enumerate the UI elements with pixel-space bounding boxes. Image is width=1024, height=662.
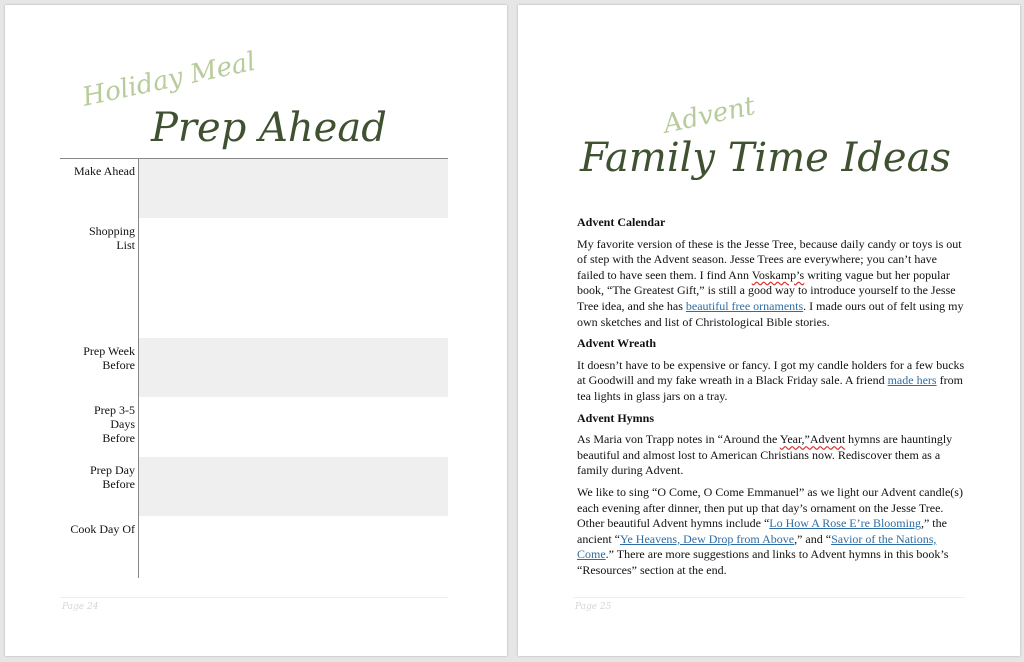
- table-row: [60, 457, 448, 516]
- table-top-rule: [60, 158, 448, 159]
- page-number: Page 24: [62, 602, 99, 612]
- row-cell[interactable]: [139, 218, 448, 338]
- row-label: Prep 3-5 Days Before: [94, 403, 135, 445]
- row-label: Shopping List: [88, 224, 135, 252]
- section-heading: Advent Calendar: [577, 215, 666, 229]
- paragraph: As Maria von Trapp notes in “Around the Year,”Advent hymns are hauntingly beautiful and almost lost to American Christians now. Rediscover them as a family during Advent.: [577, 432, 953, 478]
- row-label: Prep Week Before: [83, 344, 135, 372]
- page-number: Page 25: [575, 602, 612, 612]
- left-page: [5, 5, 507, 656]
- table-row: [60, 397, 448, 457]
- paragraph: It doesn’t have to be expensive or fancy. I got my candle holders for a few bucks at Goodwill and my fake wreath in a Black Friday sale. A friend made hers from tea lights in glass jars on a tray.: [577, 357, 965, 403]
- paragraph: My favorite version of these is the Jesse Tree, because daily candy or toys is out of step with the Advent season. Jesse Trees are everywhere; you can’t have failed to have seen them. I find Ann Voskamp’s writing vague but her popular book, “The Greatest Gift,” is still a good way to introduce yourself to the Jesse Tree idea, and she has beautiful free ornaments. I made ours out of felt using my own sketches and list of Christological Bible stories.: [577, 236, 964, 329]
- left-title-script: Holiday Meal: [79, 46, 259, 113]
- row-cell[interactable]: [139, 397, 448, 457]
- table-row: [60, 218, 448, 338]
- right-title-main: Family Time Ideas: [580, 135, 951, 181]
- row-label: Prep Day Before: [90, 463, 135, 491]
- link-beautiful-free-ornaments[interactable]: beautiful free ornaments: [685, 298, 804, 313]
- link-ye-heavens[interactable]: Ye Heavens, Dew Drop from Above: [619, 531, 795, 546]
- right-page: [518, 5, 1020, 656]
- article-body: [577, 215, 967, 584]
- link-savior-of-the-nations[interactable]: Savior of the Nations, Come: [577, 531, 937, 562]
- row-cell[interactable]: [139, 457, 448, 516]
- section-heading: Advent Wreath: [577, 336, 657, 351]
- table-row: [60, 158, 448, 218]
- paragraph: We like to sing “O Come, O Come Emmanuel” as we light our Advent candle(s) each evening after dinner, then put up that day’s ornament on the Jesse Tree. Other beautiful Advent hymns include “Lo How A Rose E’re Blooming,” the ancient “Ye Heavens, Dew Drop from Above,” and “Savior of the Nations, Come.” There are more suggestions and links to Advent hymns in this book’s “Resources” section at the end.: [577, 484, 963, 577]
- row-cell[interactable]: [139, 158, 448, 218]
- row-label: Make Ahead: [74, 164, 135, 178]
- link-made-hers[interactable]: made hers: [887, 373, 937, 388]
- row-cell[interactable]: [139, 516, 448, 578]
- table-divider: [138, 158, 139, 578]
- spellcheck-word[interactable]: Year,”Advent: [779, 432, 846, 447]
- section-heading: Advent Hymns: [577, 410, 655, 425]
- spellcheck-word[interactable]: Voskamp’s: [751, 267, 805, 282]
- left-title-main: Prep Ahead: [151, 105, 387, 151]
- table-row: [60, 516, 448, 578]
- footer-rule: [60, 597, 448, 598]
- row-label: Cook Day Of: [70, 522, 135, 536]
- link-lo-how-a-rose[interactable]: Lo How A Rose E’re Blooming: [769, 516, 921, 531]
- footer-rule: [573, 597, 965, 598]
- row-cell[interactable]: [139, 338, 448, 397]
- right-title-script: Advent: [660, 91, 758, 140]
- table-row: [60, 338, 448, 397]
- prep-table: [60, 158, 448, 578]
